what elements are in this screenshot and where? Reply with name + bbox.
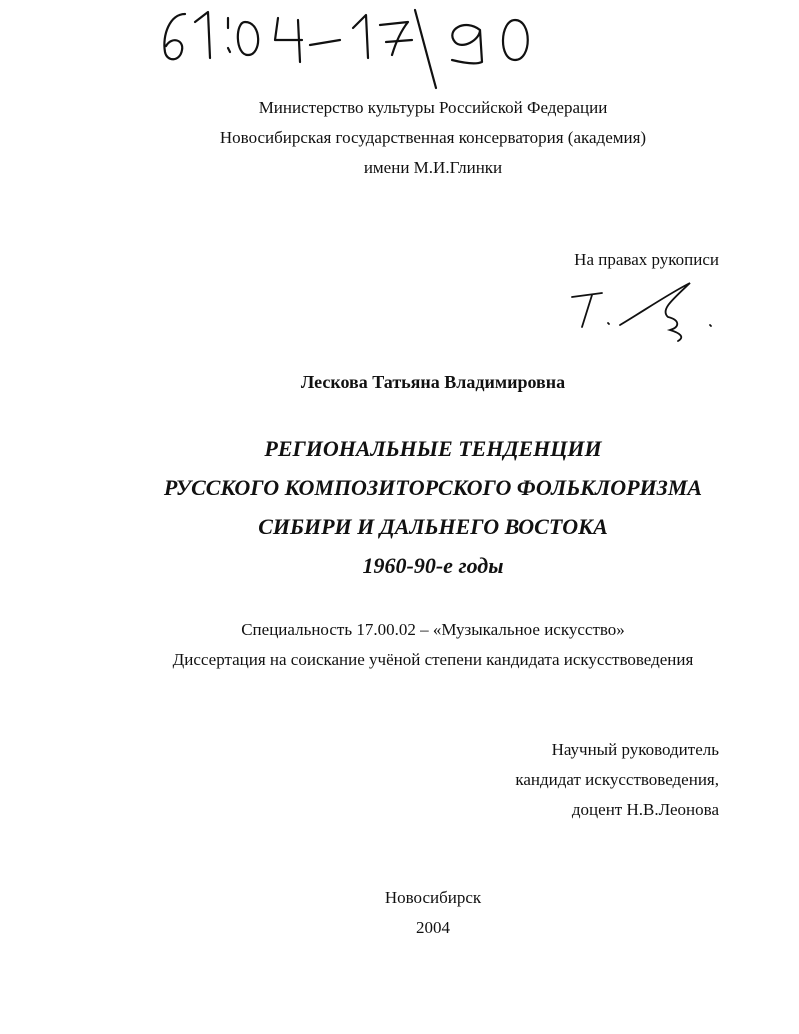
title-line-1: РЕГИОНАЛЬНЫЕ ТЕНДЕНЦИИ [264,436,602,461]
specialty: Специальность 17.00.02 – «Музыкальное искусство» [241,620,625,639]
advisor-name: доцент Н.В.Леонова [571,800,719,819]
title-line-3: СИБИРИ И ДАЛЬНЕГО ВОСТОКА [258,514,608,539]
year: 2004 [416,918,450,937]
advisor-label: Научный руководитель [551,740,719,759]
signature [560,275,730,350]
rights-note: На правах рукописи [574,250,719,269]
advisor-degree: кандидат искусствоведения, [515,770,719,789]
institution-conservatory: Новосибирская государственная консерватория (академия) [219,128,647,147]
degree: Диссертация на соискание учёной степени кандидата искусствоведения [172,650,694,669]
city: Новосибирск [384,888,482,907]
institution-named-after: имени М.И.Глинки [363,158,503,177]
title-period: 1960-90-е годы [362,553,504,578]
author-name: Лескова Татьяна Владимировна [300,372,566,392]
handwritten-code [140,0,640,100]
title-line-2: РУССКОГО КОМПОЗИТОРСКОГО ФОЛЬКЛОРИЗМА [163,475,703,500]
institution-ministry: Министерство культуры Российской Федерации [258,98,608,117]
